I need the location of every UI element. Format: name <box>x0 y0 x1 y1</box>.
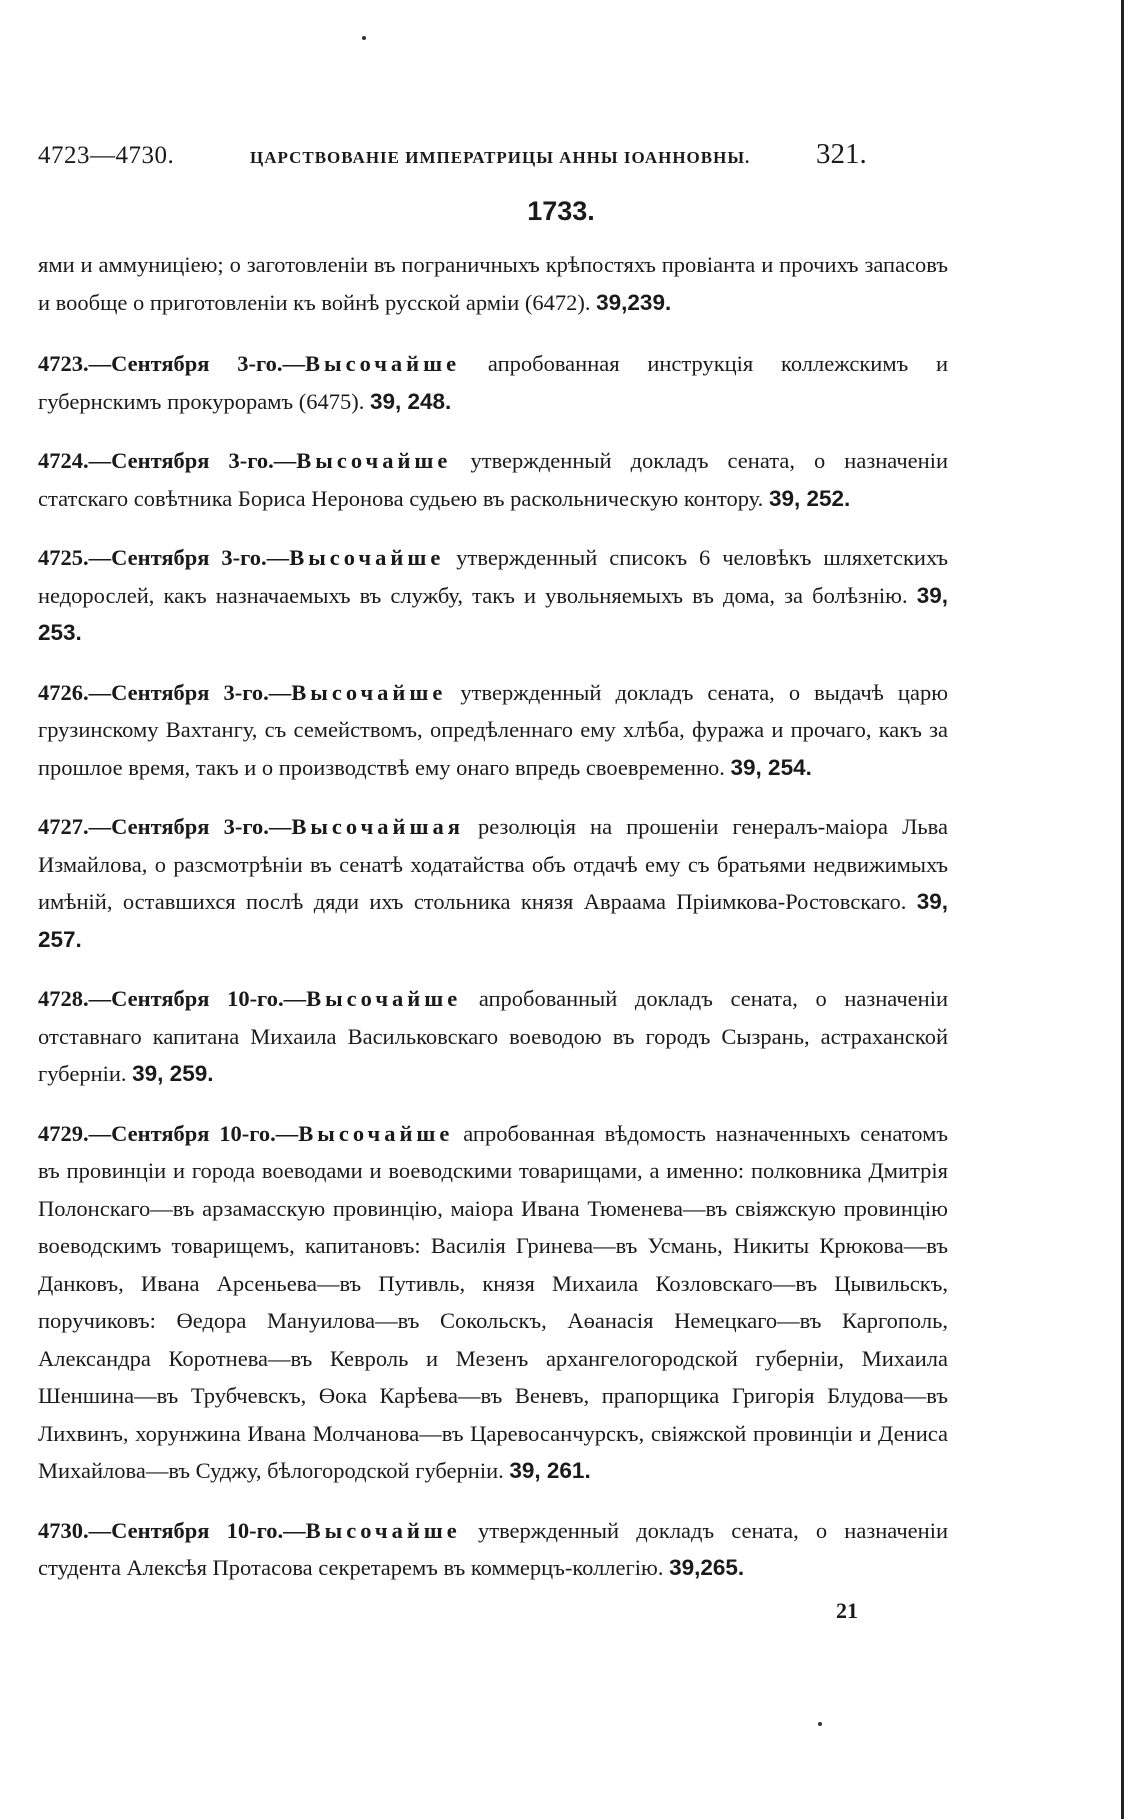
entry-reference: 39,265. <box>669 1555 745 1580</box>
speck-mark <box>818 1722 822 1726</box>
entry-authority: Высочайше <box>306 986 462 1011</box>
entry-date: —Сентября 3-го.— <box>88 351 306 376</box>
entry-reference: 39, 248. <box>369 388 452 414</box>
entry-authority: Высочайше <box>289 545 445 570</box>
entry-number: 4724. <box>38 448 89 473</box>
entry-reference: 39, 253. <box>38 582 949 645</box>
entry-text: ями и аммуниціею; о заготовленіи въ пограничныхъ крѣпостяхъ провіанта и прочихъ запасовъ и вообще о приготовленіи къ войнѣ русской арміи (6472). <box>38 252 948 315</box>
entry-authority: Высочайше <box>305 351 461 376</box>
entry-4726 <box>38 674 948 787</box>
entry-reference: 39, 252. <box>768 485 851 511</box>
entry-date: —Сентября 3-го.— <box>88 448 297 473</box>
entry-4724 <box>38 442 948 517</box>
entry-authority: Высочайше <box>305 1517 461 1543</box>
entry-number: 4728. <box>38 986 89 1011</box>
running-title: ЦАРСТВОВАНІЕ ИМПЕРАТРИЦЫ АННЫ ІОАННОВНЫ. <box>250 148 751 167</box>
entry-reference: 39, 261. <box>509 1458 591 1483</box>
entry-authority: Высочайше <box>296 448 452 473</box>
entries-body <box>38 246 948 1609</box>
speck-mark <box>362 36 366 40</box>
entry-4727 <box>38 808 948 958</box>
entry-text: апробованная вѣдомость назначенныхъ сенатомъ въ провинціи и города воеводами и воеводскими товарищами, а именно: полковника Дмитрія Полонскаго—въ арзамасскую провинцію, маіора Ивана Тюменева—въ свіяжскую провинцію воеводскимъ товарищемъ, капитановъ: Василія Гринева—въ Усмань, Никиты Крюкова—въ Данковъ, Ивана Арсеньева—въ Путивль, князя Михаила Козловскаго—въ Цывильскъ, поручиковъ: Өедора Мануилова—въ Сокольскъ, Аөанасія Немецкаго—въ Каргополь, Александра Коротнева—въ Кевроль и Мезенъ архангелогородской губерніи, Михаила Шеншина—въ Трубчевскъ, Өока Карѣева—въ Веневъ, прапорщика Григорія Блудова—въ Лихвинъ, хорунжина Ивана Молчанова—въ Царевосанчурскъ, свіяжской провинціи и Дениса Михайлова—въ Суджу, бѣлогородской губерніи. <box>38 1120 948 1483</box>
entry-date: —Сентября 10-го.— <box>88 986 307 1011</box>
entry-reference: 39,239. <box>596 289 672 315</box>
entry-authority: Высочайше <box>291 679 447 705</box>
page-number: 321. <box>816 138 867 170</box>
entry-number: 4729. <box>38 1120 89 1146</box>
entry-4729 <box>38 1115 948 1490</box>
year-heading: 1733. <box>527 196 595 226</box>
entry-reference: 39, 259. <box>132 1061 214 1086</box>
entry-authority: Высочайшая <box>291 814 464 839</box>
entry-text: апробованный докладъ сената, о назначеніи отставнаго капитана Михаила Васильковскаго воеводою въ городъ Сызрань, астраханской губерніи. <box>38 986 948 1086</box>
entry-reference: 39, 257. <box>38 889 948 952</box>
entry-authority: Высочайше <box>298 1120 454 1146</box>
entry-date: —Сентября 10-го.— <box>88 1120 299 1146</box>
entry-number: 4726. <box>38 679 89 705</box>
scan-edge-line <box>1121 0 1124 1819</box>
entry-date: —Сентября 3-го.— <box>88 679 292 705</box>
running-head <box>38 138 878 182</box>
entry-date: —Сентября 10-го.— <box>88 1517 306 1543</box>
entry-number: 4730. <box>38 1517 89 1543</box>
entry-4723 <box>38 345 948 420</box>
entry-number: 4723. <box>38 351 89 376</box>
entry-text: апробованная инструкція коллежскимъ и губернскимъ прокурорамъ (6475). <box>38 351 949 414</box>
entry-4728 <box>38 980 948 1093</box>
entry-date: —Сентября 3-го.— <box>88 545 290 570</box>
entry-4730 <box>38 1512 948 1587</box>
entry-text: утвержденный докладъ сената, о назначеніи статскаго совѣтника Бориса Неронова судьею въ раскольническую контору. <box>38 448 948 511</box>
entry-date: —Сентября 3-го.— <box>88 814 292 839</box>
entry-text: утвержденный списокъ 6 человѣкъ шляхетскихъ недорослей, какъ назначаемыхъ въ службу, такъ и увольняемыхъ въ дома, за болѣзнію. <box>38 545 949 608</box>
entry-text: утвержденный докладъ сената, о выдачѣ царю грузинскому Вахтангу, съ семействомъ, опредѣленнаго ему хлѣба, фуража и прочаго, какъ за прошлое время, такъ и о производствѣ ему онаго впредь своевременно. <box>38 679 948 780</box>
entry-number: 4727. <box>38 814 89 839</box>
signature-mark: 21 <box>836 1598 858 1623</box>
entry-text: резолюція на прошеніи генералъ-маіора Льва Измайлова, о разсмотрѣніи въ сенатѣ ходатайства объ отдачѣ ему съ братьями недвижимыхъ имѣній, оставшихся послѣ дяди ихъ стольника князя Авраама Пріимкова-Ростовскаго. <box>38 814 948 914</box>
entry-reference: 39, 254. <box>730 754 812 780</box>
entry-number: 4725. <box>38 545 89 570</box>
entry-4725 <box>38 539 948 652</box>
entry-text: утвержденный докладъ сената, о назначеніи студента Алексѣя Протасова секретаремъ въ коммерцъ-коллегію. <box>38 1517 948 1580</box>
entry-range: 4723—4730. <box>38 142 175 169</box>
entry-continuation <box>38 246 948 321</box>
